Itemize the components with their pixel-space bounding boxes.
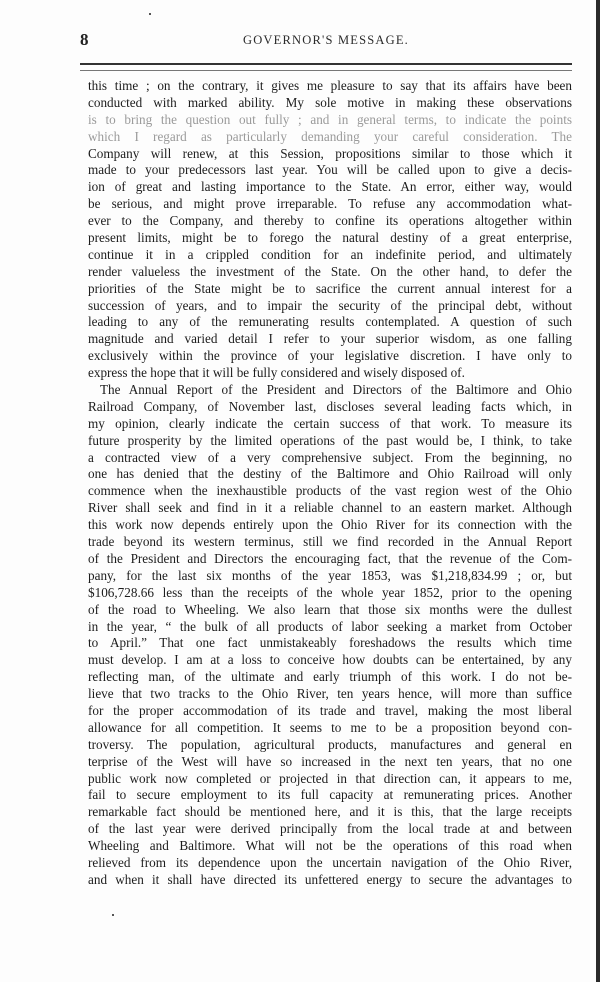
text-line: express the hope that it will be fully considered and wisely disposed of.: [88, 365, 465, 381]
text-line: of the road to Wheeling. We also learn that those six months were the dullest: [88, 601, 572, 617]
text-line: continue it in a crippled condition for an indefinite period, and ultimately: [88, 246, 572, 262]
text-line: relieved from its dependence upon the uncertain navigation of the Ohio River,: [88, 854, 572, 870]
text-line: a contracted view of a very comprehensive subject. From the beginning, no: [88, 449, 572, 465]
text-line: present limits, might be to forego the natural destiny of a great enterprise,: [88, 230, 572, 246]
text-line: for the proper accommodation of its trade and travel, making the most liberal: [88, 702, 572, 718]
text-line: succession of years, and to impair the security of the principal debt, without: [88, 297, 572, 313]
text-line: River shall seek and find in it a reliable channel to an eastern market. Although: [88, 500, 572, 516]
paragraph-1: [88, 78, 572, 382]
text-line: future prosperity by the limited operations of the past would be, I think, to take: [88, 432, 572, 448]
text-line: must develop. I am at a loss to conceive how doubts can be entertained, by any: [88, 652, 572, 668]
text-line: conducted with marked ability. My sole motive in making these observations: [88, 94, 572, 110]
text-line: commence when the inexhaustible products of the vast region west of the Ohio: [88, 483, 572, 499]
text-line: to April.” That one fact unmistakeably foreshadows the results which time: [88, 635, 572, 651]
text-line: leading to any of the remunerating results contemplated. A question of such: [88, 314, 572, 330]
scan-speck: [112, 914, 114, 916]
text-line: troversy. The population, agricultural products, manufactures and general en: [88, 736, 572, 752]
paragraph-2: [88, 382, 572, 889]
text-line: and when it shall have directed its unfettered energy to secure the advantages to: [88, 871, 572, 887]
text-line-faded: is to bring the question out fully ; and in general terms, to indicate the points: [88, 111, 572, 127]
text-line: allowance for all competition. It seems to me to be a proposition beyond con-: [88, 719, 572, 735]
text-line: The Annual Report of the President and Directors of the Baltimore and Ohio: [100, 382, 572, 398]
text-line: exclusively within the province of your legislative discretion. I have only to: [88, 348, 572, 364]
text-line: this time ; on the contrary, it gives me pleasure to say that its affairs have been: [88, 78, 572, 93]
text-line: magnitude and varied detail I refer to your superior wisdom, as one falling: [88, 331, 572, 347]
text-line: public work now completed or projected in that direction can, it appears to me,: [88, 770, 572, 786]
header-rule: [80, 63, 572, 71]
text-line: priorities of the State might be to sacrifice the current annual interest for a: [88, 280, 572, 296]
page-header: [80, 30, 572, 52]
body-text: [88, 78, 572, 889]
text-line: trade beyond its western terminus, still we find recorded in the Annual Report: [88, 534, 572, 550]
text-line: of the last year were derived principally from the local trade at and between: [88, 821, 572, 837]
text-line: Company will renew, at this Session, propositions similar to those which it: [88, 145, 572, 161]
text-line: reflecting man, of the ultimate and early triumph of this work. I do not be-: [88, 669, 572, 685]
text-line: made to your predecessors last year. You will be called upon to give a decis-: [88, 162, 572, 178]
text-line: my opinion, clearly indicate the certain success of that work. To measure its: [88, 415, 572, 431]
text-line: this work now depends entirely upon the Ohio River for its connection with the: [88, 517, 572, 533]
text-line: in the year, “ the bulk of all products of labor seeking a market from October: [88, 618, 572, 634]
text-line: pany, for the last six months of the year 1853, was $1,218,834.99 ; or, but: [88, 567, 572, 583]
text-line-faded: which I regard as particularly demanding your careful consideration. The: [88, 128, 572, 144]
text-line: of the President and Directors the encouraging fact, that the revenue of the Com-: [88, 550, 572, 566]
text-line: be serious, and might prove irreparable. To refuse any accommodation what-: [88, 196, 572, 212]
text-line: render valueless the investment of the State. On the other hand, to defer the: [88, 263, 572, 279]
scan-edge-border: [596, 0, 600, 982]
text-line: remarkable fact should be mentioned here, and it is this, that the large receipts: [88, 804, 572, 820]
text-line: terprise of the West will have so increased in the next ten years, that no one: [88, 753, 572, 769]
page-number: 8: [80, 30, 89, 49]
scan-speck: [149, 13, 151, 15]
text-line: one has denied that the destiny of the Baltimore and Ohio Railroad will only: [88, 466, 572, 482]
text-line: ever to the Company, and thereby to confine its operations altogether within: [88, 213, 572, 229]
running-title: GOVERNOR'S MESSAGE.: [242, 33, 410, 47]
text-line: $106,728.66 less than the receipts of the whole year 1852, prior to the opening: [88, 584, 572, 600]
text-line: lieve that two tracks to the Ohio River, ten years hence, will more than suffice: [88, 686, 572, 702]
text-line: Railroad Company, of November last, discloses several leading facts which, in: [88, 398, 572, 414]
text-line: ion of great and lasting importance to the State. An error, either way, would: [88, 179, 572, 195]
text-line: Wheeling and Baltimore. What will not be the operations of this road when: [88, 838, 572, 854]
text-line: fail to secure employment to its full capacity at remunerating prices. Another: [88, 787, 572, 803]
